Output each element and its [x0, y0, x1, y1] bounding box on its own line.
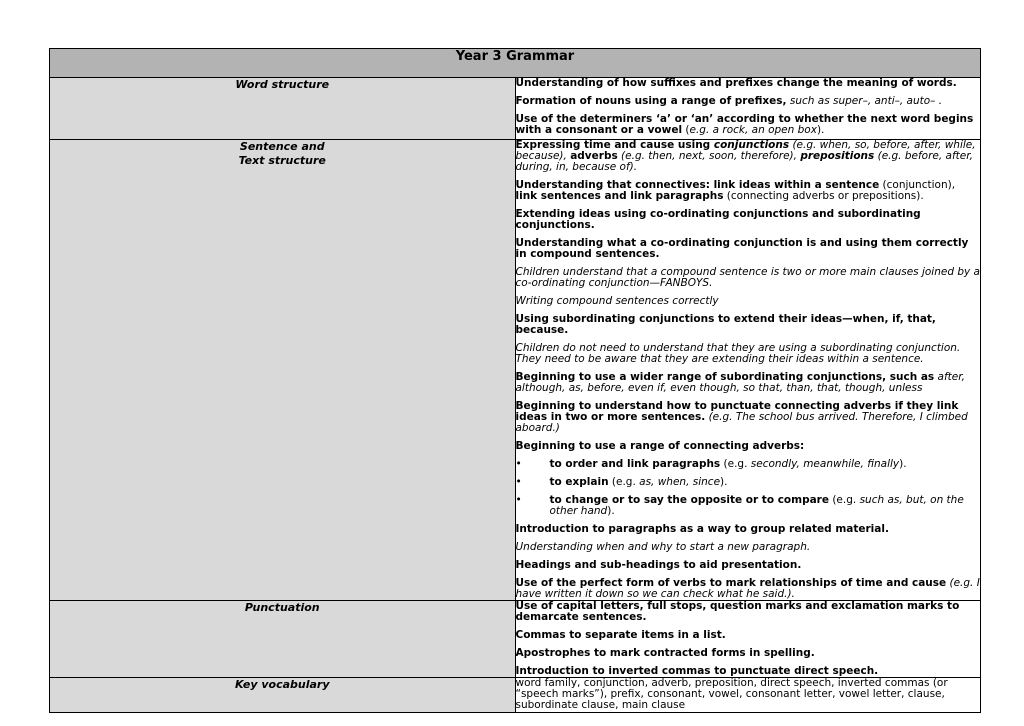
- row-label-key-vocabulary: Key vocabulary: [50, 678, 516, 713]
- list-item: Use of capital letters, full stops, question marks and exclamation marks to demarcate sentences.: [515, 600, 960, 623]
- grammar-table: [49, 48, 981, 713]
- bullet-item: • to explain (e.g. as, when, since).: [515, 476, 728, 488]
- table-row: [50, 78, 981, 140]
- list-item: Writing compound sentences correctly: [515, 295, 719, 307]
- list-item: Understanding when and why to start a new paragraph.: [515, 541, 811, 553]
- list-item: Children understand that a compound sentence is two or more main clauses joined by a co-ordinating conjunction—FANBOYS.: [515, 266, 980, 289]
- list-item: Understanding what a co-ordinating conjunction is and using them correctly in compound sentences.: [515, 237, 969, 260]
- table-row: [50, 140, 981, 601]
- title-row: [50, 49, 981, 78]
- list-item: Beginning to use a range of connecting adverbs:: [515, 440, 805, 452]
- row-content-punctuation: [515, 601, 981, 678]
- table-row: [50, 678, 981, 713]
- row-label-word-structure: Word structure: [50, 78, 516, 140]
- list-item: Commas to separate items in a list.: [515, 629, 726, 641]
- list-item: Understanding that connectives: link ideas within a sentence (conjunction), link sentences and link paragraphs (connecting adverbs or prepositions).: [515, 179, 956, 202]
- list-item: Apostrophes to mark contracted forms in spelling.: [515, 647, 815, 659]
- row-content-word-structure: [515, 78, 981, 140]
- list-item: Use of the determiners ‘a’ or ‘an’ according to whether the next word begins with a consonant or a vowel (e.g. a rock, an open box).: [515, 113, 974, 136]
- list-item: Using subordinating conjunctions to extend their ideas—when, if, that, because.: [515, 313, 936, 336]
- bullet-icon: •: [515, 458, 522, 470]
- list-item: Headings and sub-headings to aid presentation.: [515, 559, 802, 571]
- row-label-sentence-text-structure: Sentence and Text structure: [50, 140, 516, 601]
- bullet-icon: •: [515, 476, 522, 488]
- list-item: Introduction to inverted commas to punctuate direct speech.: [515, 665, 879, 677]
- bullet-item: • to change or to say the opposite or to compare (e.g. such as, but, on the other hand).: [515, 494, 964, 517]
- table-title: Year 3 Grammar: [50, 49, 981, 78]
- list-item: Formation of nouns using a range of prefixes, such as super–, anti–, auto– .: [515, 95, 943, 107]
- list-item: Beginning to use a wider range of subordinating conjunctions, such as after, although, as, before, even if, even though, so that, than, that, though, unless: [515, 371, 965, 394]
- list-item: Use of the perfect form of verbs to mark relationships of time and cause (e.g. I have written it down so we can check what he said.).: [515, 577, 980, 600]
- list-item: Children do not need to understand that they are using a subordinating conjunction. They need to be aware that they are extending their ideas within a sentence.: [515, 342, 961, 365]
- row-content-key-vocabulary: word family, conjunction, adverb, preposition, direct speech, inverted commas (or “speech marks”), prefix, consonant, vowel, consonant letter, vowel letter, clause, subordinate clause, main clause: [515, 678, 981, 713]
- list-item: Introduction to paragraphs as a way to group related material.: [515, 523, 889, 535]
- bullet-icon: •: [515, 494, 522, 506]
- list-item: Extending ideas using co-ordinating conjunctions and subordinating conjunctions.: [515, 208, 921, 231]
- list-item: Expressing time and cause using conjunctions (e.g. when, so, before, after, while, because), adverbs (e.g. then, next, soon, therefore), prepositions (e.g. before, after, during, in, because of).: [515, 139, 976, 173]
- table-row: [50, 601, 981, 678]
- bullet-item: • to order and link paragraphs (e.g. secondly, meanwhile, finally).: [515, 458, 907, 470]
- list-item: Understanding of how suffixes and prefixes change the meaning of words.: [515, 77, 957, 89]
- list-item: Beginning to understand how to punctuate connecting adverbs if they link ideas in two or more sentences. (e.g. The school bus arrived. Therefore, I climbed aboard.): [515, 400, 968, 434]
- row-content-sentence-text-structure: [515, 140, 981, 601]
- row-label-punctuation: Punctuation: [50, 601, 516, 678]
